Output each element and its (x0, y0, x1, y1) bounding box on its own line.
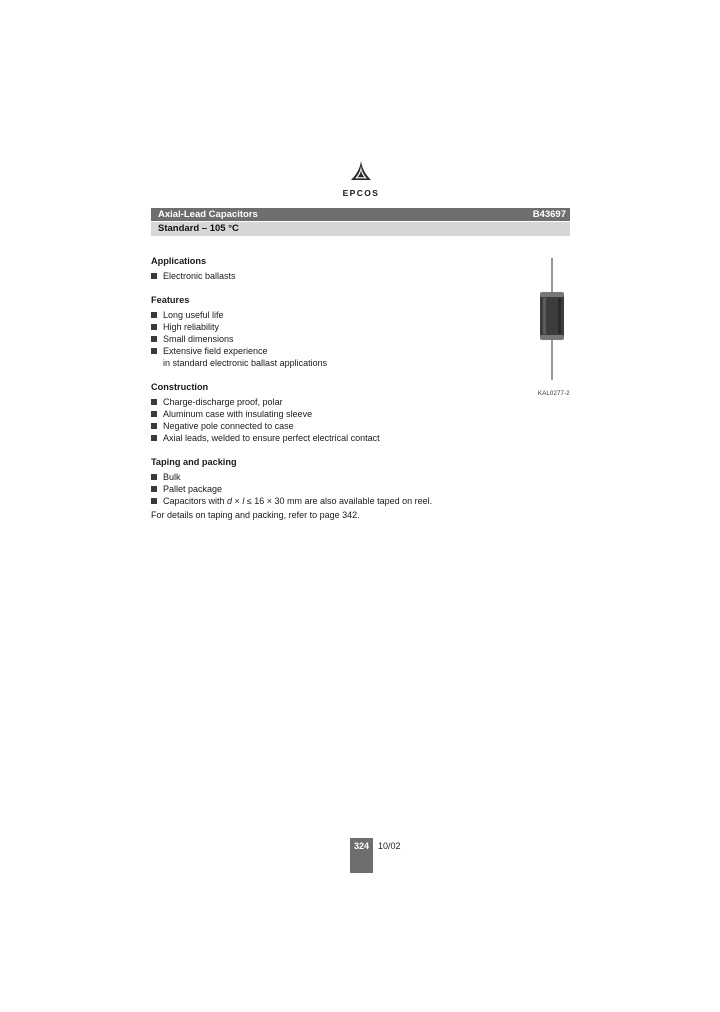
list-item: Charge-discharge proof, polar (151, 396, 511, 408)
page-number-box (350, 838, 373, 873)
list-item: Axial leads, welded to ensure perfect electrical contact (151, 432, 511, 444)
bullet-icon (151, 411, 157, 417)
bullet-icon (151, 498, 157, 504)
epcos-logo (336, 160, 386, 200)
features-list (151, 309, 511, 369)
bullet-icon (151, 399, 157, 405)
list-item: Pallet package (151, 483, 511, 495)
product-code: B43697 (532, 209, 566, 220)
list-item: Aluminum case with insulating sleeve (151, 408, 511, 420)
taping-heading: Taping and packing (151, 457, 237, 467)
bullet-icon (151, 486, 157, 492)
list-item: Negative pole connected to case (151, 420, 511, 432)
list-item: High reliability (151, 321, 511, 333)
bullet-icon (151, 348, 157, 354)
applications-heading: Applications (151, 256, 207, 266)
bullet-icon (151, 273, 157, 279)
bullet-icon (151, 423, 157, 429)
list-item: Long useful life (151, 309, 511, 321)
title-bar (151, 208, 570, 221)
applications-list (151, 270, 511, 282)
bullet-icon (151, 312, 157, 318)
list-item: Bulk (151, 471, 511, 483)
construction-list (151, 396, 511, 444)
capacitor-image (533, 258, 583, 404)
list-item: Small dimensions (151, 333, 511, 345)
taping-note: For details on taping and packing, refer to page 342. (151, 510, 360, 520)
bullet-icon (151, 474, 157, 480)
construction-heading: Construction (151, 382, 209, 392)
list-item: Capacitors with d × l ≤ 16 × 30 mm are also available taped on reel. (151, 495, 511, 507)
datasheet-content (151, 255, 511, 521)
bullet-icon (151, 435, 157, 441)
list-item: Electronic ballasts (151, 270, 511, 282)
product-title: Axial-Lead Capacitors (158, 209, 258, 220)
page-date: 10/02 (378, 841, 401, 851)
taping-list (151, 471, 511, 507)
list-item: Extensive field experience in standard electronic ballast applications (151, 345, 511, 369)
epcos-logo-icon (349, 160, 373, 186)
figure-label: KAL0277-2 (538, 391, 570, 397)
page-number: 324 (353, 841, 370, 851)
subtitle-bar (151, 222, 570, 236)
product-subtitle: Standard – 105 °C (158, 223, 239, 234)
bullet-icon (151, 336, 157, 342)
features-continuation: in standard electronic ballast applications (163, 358, 328, 368)
features-heading: Features (151, 295, 190, 305)
logo-text: EPCOS (342, 188, 380, 198)
bullet-icon (151, 324, 157, 330)
